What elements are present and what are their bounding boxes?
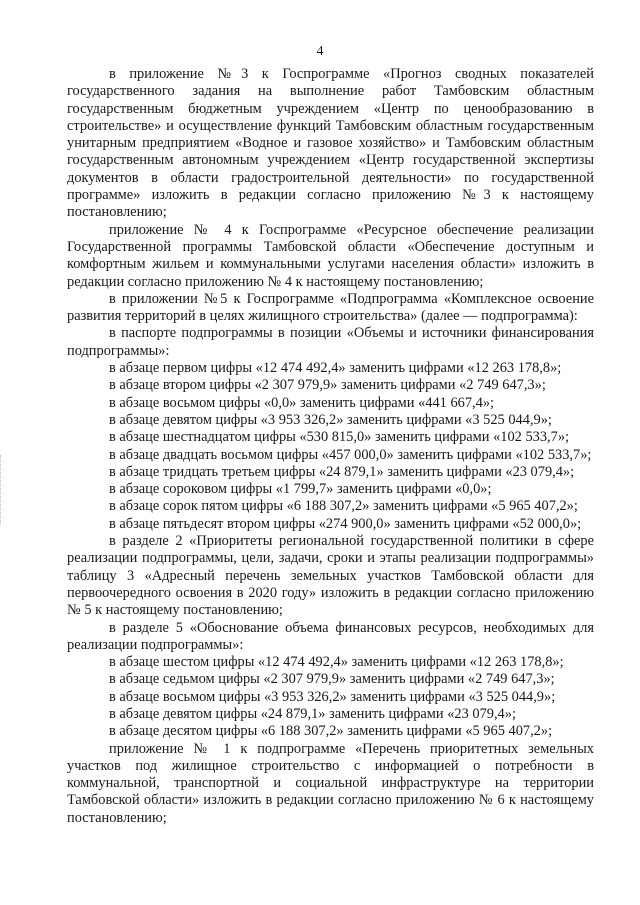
list-item: в абзаце двадцать восьмом цифры «457 000,0» заменить цифрами «102 533,7»; [109,446,592,463]
list-item: в абзаце тридцать третьем цифры «24 879,1» заменить цифрами «23 079,4»; [109,463,575,480]
paragraph-appendix-5: в приложении №5 к Госпрограмме «Подпрограмма «Комплексное освоение развития территорий в целях жилищного строительства» (далее — подпрограмма): [67,290,594,325]
paragraph-appendix-4: приложение № 4 к Госпрограмме «Ресурсное обеспечение реализации Государственной программы Тамбовской области «Обеспечение доступным и комфортным жильем и коммунальными услугами населения области» изложить в редакции согласно приложению № 4 к настоящему постановлению; [67,221,594,290]
list-item: в абзаце пятьдесят втором цифры «274 900,0» заменить цифрами «52 000,0»; [109,515,582,532]
paragraph-appendix-3: в приложение №3 к Госпрограмме «Прогноз сводных показателей государственного задания на выполнение работ Тамбовским областным государственным бюджетным учреждением «Центр по ценообразованию в строительстве» и осуществление функций Тамбовским областным государственным унитарным предприятием «Водное и газовое хозяйство» и Тамбовским областным государственным автономным учреждением «Центр государственной экспертизы документов в области градостроительной деятельности» по государственной программе» изложить в редакции согласно приложению №3 к настоящему постановлению; [67,66,594,221]
list-item: в абзаце первом цифры «12 474 492,4» заменить цифрами «12 263 178,8»; [109,360,562,377]
list-item: в абзаце девятом цифры «24 879,1» заменить цифрами «23 079,4»; [109,705,516,722]
list-item: в абзаце шестнадцатом цифры «530 815,0» заменить цифрами «102 533,7»; [109,429,570,446]
paragraph-passport: в паспорте подпрограммы в позиции «Объемы и источники финансирования подпрограммы»: [67,325,594,359]
list-item: в абзаце девятом цифры «3 953 326,2» заменить цифрами «3 525 044,9»; [109,411,552,428]
list-item: в абзаце седьмом цифры «2 307 979,9» заменить цифрами «2 749 647,3»; [109,671,555,688]
list-item: в абзаце втором цифры «2 307 979,9» заменить цифрами «2 749 647,3»; [109,377,546,394]
list-item: в абзаце сороковом цифры «1 799,7» заменить цифрами «0,0»; [109,481,492,498]
scan-edge-mark [0,455,4,525]
list-item: в абзаце десятом цифры «6 188 307,2» заменить цифрами «5 965 407,2»; [109,723,553,740]
paragraph-section-2: в разделе 2 «Приоритеты региональной государственной политики в сфере реализации подпрограммы, цели, задачи, сроки и этапы реализации подпрограммы» таблицу 3 «Адресный перечень земельных участков Тамбовской области для первоочередного освоения в 2020 году» изложить в редакции согласно приложению № 5 к настоящему постановлению; [67,533,594,619]
paragraph-section-5: в разделе 5 «Обоснование объема финансовых ресурсов, необходимых для реализации подпрограммы»: [67,619,594,653]
list-item: в абзаце восьмом цифры «0,0» заменить цифрами «441 667,4»; [109,394,495,411]
page-number: 4 [316,44,324,59]
document-body [67,66,594,827]
list-item: в абзаце сорок пятом цифры «6 188 307,2» заменить цифрами «5 965 407,2»; [109,498,578,515]
list-item: в абзаце восьмом цифры «3 953 326,2» заменить цифрами «3 525 044,9»; [109,688,556,705]
list-item: в абзаце шестом цифры «12 474 492,4» заменить цифрами «12 263 178,8»; [109,654,564,671]
paragraph-subprogram-appendix-1: приложение № 1 к подпрограмме «Перечень приоритетных земельных участков под жилищное строительство с информацией о потребности в коммунальной, транспортной и социальной инфраструктуре на территории Тамбовской области» изложить в редакции согласно приложению № 6 к настоящему постановлению; [67,740,594,826]
